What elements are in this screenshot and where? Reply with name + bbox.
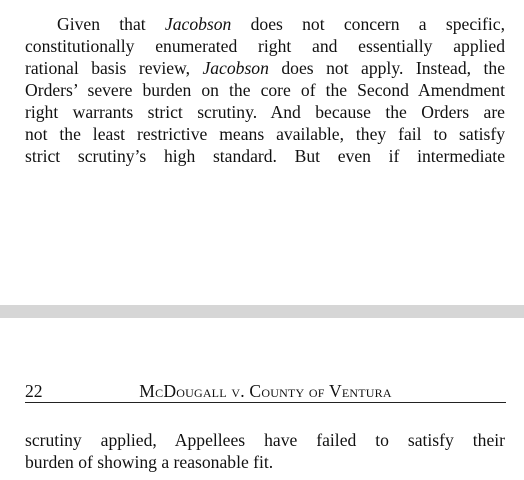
text-run: rational basis review, [25, 58, 203, 78]
text-run: Given that [57, 14, 165, 34]
running-head-case-title: McDougall v. County of Ventura [139, 381, 392, 401]
paragraph-line-7: strict scrutiny’s high standard. But even if intermediate [25, 146, 505, 166]
paragraph-line-1 [25, 13, 505, 35]
page-header [25, 380, 506, 403]
text-run: does not apply. Instead, the [268, 58, 506, 78]
opinion-paragraph [25, 13, 505, 167]
page-break-separator [0, 305, 524, 318]
case-name-italic: Jacobson [202, 58, 269, 78]
paragraph-line-2: constitutionally enumerated right and essentially applied [25, 36, 505, 56]
paragraph-line-3 [25, 57, 505, 79]
paragraph-line-4: Orders’ severe burden on the core of the Second Amendment [25, 80, 505, 100]
case-name-italic: Jacobson [164, 14, 232, 34]
paragraph-line-6: not the least restrictive means available, they fail to satisfy [25, 124, 505, 144]
text-run: does not concern a specific, [231, 14, 505, 34]
page-number: 22 [25, 381, 43, 401]
paragraph-line-1: scrutiny applied, Appellees have failed to satisfy their [25, 430, 505, 450]
paragraph-line-5: right warrants strict scrutiny. And because the Orders are [25, 102, 505, 122]
continuation-paragraph [25, 429, 505, 473]
paragraph-line-2: burden of showing a reasonable fit. [25, 452, 274, 472]
